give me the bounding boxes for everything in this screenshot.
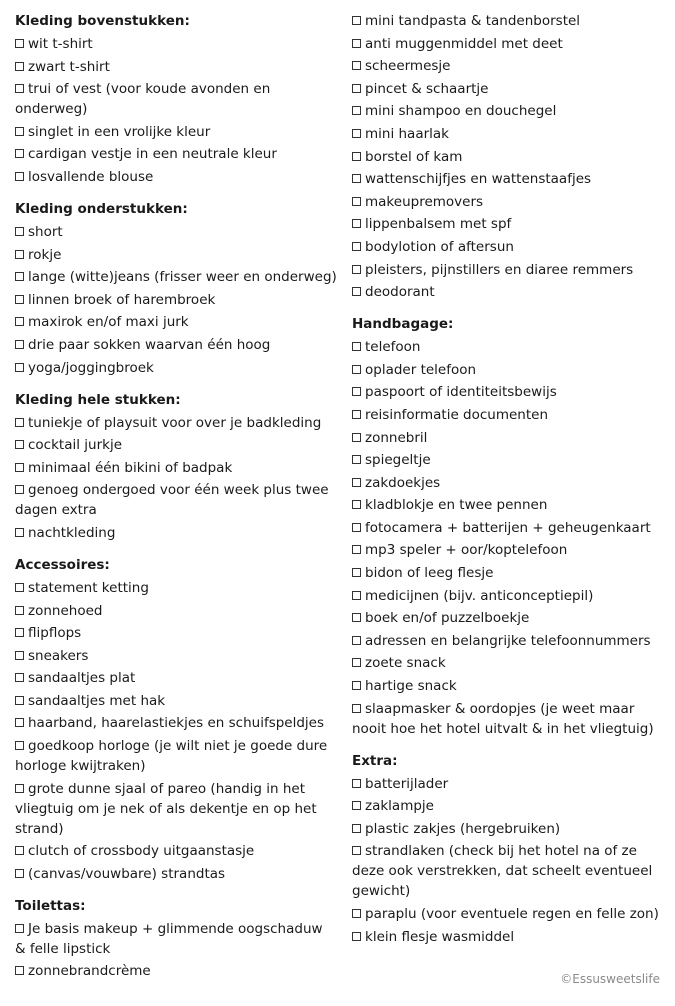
checkbox-icon[interactable] bbox=[352, 613, 361, 622]
checklist-item-label: mini shampoo en douchegel bbox=[365, 103, 557, 120]
checklist-item-label: haarband, haarelastiekjes en schuifspeldjes bbox=[28, 715, 325, 732]
checklist-item bbox=[352, 337, 662, 357]
checkbox-icon[interactable] bbox=[352, 909, 361, 918]
checklist-item bbox=[15, 312, 337, 332]
checkbox-icon[interactable] bbox=[15, 418, 24, 427]
checklist-item bbox=[352, 540, 662, 560]
checkbox-icon[interactable] bbox=[352, 681, 361, 690]
checklist-item bbox=[352, 237, 662, 257]
checkbox-icon[interactable] bbox=[352, 410, 361, 419]
checkbox-icon[interactable] bbox=[15, 463, 24, 472]
checklist-item-label: anti muggenmiddel met deet bbox=[365, 35, 563, 52]
checkbox-icon[interactable] bbox=[352, 455, 361, 464]
checklist-item-label: deodorant bbox=[365, 284, 435, 301]
section-title: Toilettas: bbox=[15, 897, 86, 914]
checklist-item bbox=[15, 222, 337, 242]
checklist-item-label: tuniekje of playsuit voor over je badkleding bbox=[28, 414, 322, 431]
checklist-item bbox=[15, 779, 337, 839]
checkbox-icon[interactable] bbox=[352, 591, 361, 600]
checkbox-icon[interactable] bbox=[352, 545, 361, 554]
checklist-item-label: bidon of leeg flesje bbox=[365, 565, 494, 582]
checklist-item-label: hartige snack bbox=[365, 678, 457, 695]
checklist-item-label: bodylotion of aftersun bbox=[365, 238, 514, 255]
section-extra bbox=[352, 751, 662, 947]
checklist-item bbox=[352, 586, 662, 606]
checkbox-icon[interactable] bbox=[15, 84, 24, 93]
copyright-credit: ©Essusweetslife bbox=[560, 972, 660, 986]
checklist-item-label: strandlaken (check bij het hotel na of ze deze ook verstrekken, dat scheelt eventueel gewicht) bbox=[352, 843, 653, 900]
checklist-item-label: cardigan vestje in een neutrale kleur bbox=[28, 146, 277, 163]
checklist-item-label: minimaal één bikini of badpak bbox=[28, 459, 233, 476]
checklist-item bbox=[352, 214, 662, 234]
checklist-item-label: scheermesje bbox=[365, 58, 451, 75]
checklist-item bbox=[352, 653, 662, 673]
checklist-item-label: short bbox=[28, 223, 63, 240]
checklist-item-label: boek en/of puzzelboekje bbox=[365, 610, 530, 627]
checklist-item bbox=[352, 774, 662, 794]
section-handbagage bbox=[352, 314, 662, 739]
checklist-item bbox=[15, 736, 337, 776]
checklist-item-label: zaklampje bbox=[365, 798, 434, 815]
checklist-item-label: maxirok en/of maxi jurk bbox=[28, 314, 189, 331]
checkbox-icon[interactable] bbox=[15, 227, 24, 236]
checklist-item-label: pincet & schaartje bbox=[365, 80, 489, 97]
checklist-item-label: zakdoekjes bbox=[365, 474, 441, 491]
checklist-item bbox=[352, 79, 662, 99]
checkbox-icon[interactable] bbox=[352, 658, 361, 667]
checklist-item-label: pleisters, pijnstillers en diaree remmers bbox=[365, 261, 634, 278]
checklist-item-label: telefoon bbox=[365, 339, 421, 356]
checklist-item-label: trui of vest (voor koude avonden en onderweg) bbox=[15, 81, 271, 118]
right-column bbox=[352, 11, 662, 959]
checklist-item bbox=[15, 523, 337, 543]
section-kleding-onderstukken bbox=[15, 199, 337, 378]
checkbox-icon[interactable] bbox=[352, 39, 361, 48]
checkbox-icon[interactable] bbox=[15, 485, 24, 494]
checklist-item-label: drie paar sokken waarvan één hoog bbox=[28, 336, 271, 353]
checkbox-icon[interactable] bbox=[352, 523, 361, 532]
checkbox-icon[interactable] bbox=[352, 61, 361, 70]
checklist-item-label: Je basis makeup + glimmende oogschaduw & felle lipstick bbox=[15, 920, 323, 957]
checkbox-icon[interactable] bbox=[352, 568, 361, 577]
checklist-item bbox=[15, 57, 337, 77]
checklist-item-label: reisinformatie documenten bbox=[365, 406, 549, 423]
checklist-item-label: wit t-shirt bbox=[28, 36, 93, 52]
checklist-item-label: losvallende blouse bbox=[28, 168, 154, 185]
checklist-item-label: (canvas/vouwbare) strandtas bbox=[28, 865, 226, 882]
checklist-item-label: kladblokje en twee pennen bbox=[365, 497, 548, 514]
section-title: Kleding bovenstukken: bbox=[15, 13, 190, 29]
checkbox-icon[interactable] bbox=[15, 172, 24, 181]
section-title: Handbagage: bbox=[352, 316, 454, 333]
checkbox-icon[interactable] bbox=[15, 869, 24, 878]
checklist-item bbox=[352, 147, 662, 167]
checkbox-icon[interactable] bbox=[15, 673, 24, 682]
checklist-item bbox=[352, 192, 662, 212]
checklist-item-label: clutch of crossbody uitgaanstasje bbox=[28, 843, 255, 860]
checkbox-icon[interactable] bbox=[352, 704, 361, 713]
checkbox-icon[interactable] bbox=[352, 846, 361, 855]
checklist-item bbox=[15, 668, 337, 688]
checkbox-icon[interactable] bbox=[15, 696, 24, 705]
checklist-item bbox=[15, 961, 337, 981]
checklist-item bbox=[15, 267, 337, 287]
checkbox-icon[interactable] bbox=[15, 784, 24, 793]
checklist-item-label: paraplu (voor eventuele regen en felle zon) bbox=[365, 906, 659, 922]
checklist-item bbox=[15, 691, 337, 711]
checkbox-icon[interactable] bbox=[352, 636, 361, 645]
checkbox-icon[interactable] bbox=[352, 365, 361, 374]
checklist-item bbox=[352, 11, 662, 31]
checkbox-icon[interactable] bbox=[352, 129, 361, 138]
checklist-item bbox=[15, 458, 337, 478]
checkbox-icon[interactable] bbox=[352, 932, 361, 941]
checklist-item-label: nachtkleding bbox=[28, 524, 116, 541]
checklist-item-label: sandaaltjes plat bbox=[28, 670, 136, 687]
section-kleding-hele-stukken bbox=[15, 390, 337, 543]
checkbox-icon[interactable] bbox=[352, 433, 361, 442]
checklist-item-label: statement ketting bbox=[28, 579, 149, 596]
section-title: Kleding onderstukken: bbox=[15, 200, 188, 217]
checkbox-icon[interactable] bbox=[15, 924, 24, 933]
checklist-item-label: yoga/joggingbroek bbox=[28, 359, 154, 376]
checkbox-icon[interactable] bbox=[352, 824, 361, 833]
left-column bbox=[15, 11, 337, 993]
checklist-item bbox=[352, 518, 662, 538]
checklist-item-label: slaapmasker & oordopjes (je weet maar nooit hoe het hotel uitvalt & in het vliegtuig) bbox=[352, 700, 654, 737]
checkbox-icon[interactable] bbox=[15, 628, 24, 637]
checklist-item-label: paspoort of identiteitsbewijs bbox=[365, 384, 557, 401]
checklist-item bbox=[15, 480, 337, 520]
checklist-item bbox=[352, 927, 662, 947]
checklist-item-label: spiegeltje bbox=[365, 452, 431, 469]
checkbox-icon[interactable] bbox=[352, 287, 361, 296]
checkbox-icon[interactable] bbox=[15, 846, 24, 855]
checklist-item bbox=[352, 608, 662, 628]
checklist-item bbox=[352, 450, 662, 470]
checklist-item bbox=[352, 676, 662, 696]
checklist-item bbox=[352, 282, 662, 302]
checklist-item bbox=[352, 904, 662, 924]
checklist-item-label: fotocamera + batterijen + geheugenkaart bbox=[365, 519, 651, 536]
checkbox-icon[interactable] bbox=[352, 801, 361, 810]
checklist-item bbox=[15, 144, 337, 164]
section-title: Extra: bbox=[352, 752, 398, 769]
checklist-item bbox=[15, 919, 337, 959]
checkbox-icon[interactable] bbox=[15, 651, 24, 660]
checklist-item-label: zonnehoed bbox=[28, 602, 103, 619]
checklist-item-label: lange (witte)jeans (frisser weer en onderweg) bbox=[28, 269, 337, 286]
checklist-item-label: klein flesje wasmiddel bbox=[365, 928, 515, 945]
checklist-item bbox=[352, 382, 662, 402]
checklist-item-label: sandaaltjes met hak bbox=[28, 692, 166, 709]
checklist-item-label: wattenschijfjes en wattenstaafjes bbox=[365, 171, 592, 188]
section-title: Kleding hele stukken: bbox=[15, 391, 181, 408]
checklist-item-label: mp3 speler + oor/koptelefoon bbox=[365, 542, 568, 559]
checklist-item bbox=[15, 578, 337, 598]
checklist-item bbox=[15, 601, 337, 621]
checkbox-icon[interactable] bbox=[15, 741, 24, 750]
checklist-item bbox=[352, 796, 662, 816]
checkbox-icon[interactable] bbox=[15, 295, 24, 304]
checklist-item bbox=[352, 563, 662, 583]
checkbox-icon[interactable] bbox=[15, 62, 24, 71]
checkbox-icon[interactable] bbox=[352, 84, 361, 93]
checklist-item bbox=[352, 169, 662, 189]
checkbox-icon[interactable] bbox=[352, 197, 361, 206]
checklist-item bbox=[352, 841, 662, 901]
checkbox-icon[interactable] bbox=[15, 250, 24, 259]
checkbox-icon[interactable] bbox=[15, 718, 24, 727]
checklist-item bbox=[352, 101, 662, 121]
checkbox-icon[interactable] bbox=[352, 106, 361, 115]
checklist-item bbox=[15, 34, 337, 54]
checkbox-icon[interactable] bbox=[15, 317, 24, 326]
checklist-item bbox=[15, 122, 337, 142]
checklist-item-label: genoeg ondergoed voor één week plus twee dagen extra bbox=[15, 482, 329, 519]
checklist-item bbox=[15, 167, 337, 187]
checklist-item-label: zonnebril bbox=[365, 429, 428, 446]
checklist-item bbox=[15, 841, 337, 861]
checkbox-icon[interactable] bbox=[15, 340, 24, 349]
checklist-item bbox=[15, 623, 337, 643]
checklist-item-label: adressen en belangrijke telefoonnummers bbox=[365, 632, 651, 649]
checklist-item bbox=[15, 245, 337, 265]
checklist-item bbox=[352, 495, 662, 515]
checklist-item-label: mini tandpasta & tandenborstel bbox=[365, 13, 581, 29]
checkbox-icon[interactable] bbox=[352, 16, 361, 25]
checklist-item-label: rokje bbox=[28, 246, 62, 263]
checklist-item-label: grote dunne sjaal of pareo (handig in het vliegtuig om je nek of als dekentje en op het strand) bbox=[15, 780, 317, 837]
checkbox-icon[interactable] bbox=[15, 966, 24, 975]
checkbox-icon[interactable] bbox=[352, 242, 361, 251]
checklist-item-label: borstel of kam bbox=[365, 148, 463, 165]
checkbox-icon[interactable] bbox=[352, 342, 361, 351]
checkbox-icon[interactable] bbox=[15, 440, 24, 449]
checkbox-icon[interactable] bbox=[352, 265, 361, 274]
section-continued bbox=[352, 11, 662, 302]
checkbox-icon[interactable] bbox=[352, 478, 361, 487]
checklist-item bbox=[352, 34, 662, 54]
checklist-item-label: sneakers bbox=[28, 647, 89, 664]
checklist-item bbox=[352, 124, 662, 144]
checkbox-icon[interactable] bbox=[352, 152, 361, 161]
checkbox-icon[interactable] bbox=[15, 149, 24, 158]
checkbox-icon[interactable] bbox=[15, 606, 24, 615]
checklist-item-label: flipflops bbox=[28, 625, 82, 642]
checklist-item bbox=[352, 260, 662, 280]
checklist-item-label: cocktail jurkje bbox=[28, 437, 123, 454]
section-toilettas bbox=[15, 896, 337, 982]
checklist-item bbox=[15, 713, 337, 733]
checkbox-icon[interactable] bbox=[352, 779, 361, 788]
checkbox-icon[interactable] bbox=[352, 387, 361, 396]
checklist-item bbox=[352, 428, 662, 448]
checklist-item bbox=[15, 79, 337, 119]
checkbox-icon[interactable] bbox=[352, 174, 361, 183]
checkbox-icon[interactable] bbox=[15, 39, 24, 48]
checkbox-icon[interactable] bbox=[352, 219, 361, 228]
checklist-item bbox=[352, 56, 662, 76]
checklist-item bbox=[352, 631, 662, 651]
checklist-item bbox=[15, 435, 337, 455]
checklist-item-label: batterijlader bbox=[365, 775, 449, 792]
checklist-item bbox=[15, 413, 337, 433]
checkbox-icon[interactable] bbox=[15, 127, 24, 136]
checkbox-icon[interactable] bbox=[15, 272, 24, 281]
checklist-item bbox=[352, 699, 662, 739]
checklist-item-label: lippenbalsem met spf bbox=[365, 216, 512, 233]
checkbox-icon[interactable] bbox=[15, 583, 24, 592]
checklist-item bbox=[15, 290, 337, 310]
section-title: Accessoires: bbox=[15, 556, 110, 573]
checkbox-icon[interactable] bbox=[15, 363, 24, 372]
checklist-item-label: plastic zakjes (hergebruiken) bbox=[365, 820, 561, 837]
checklist-item-label: singlet in een vrolijke kleur bbox=[28, 123, 211, 140]
checklist-item bbox=[352, 360, 662, 380]
checklist-item bbox=[15, 335, 337, 355]
checklist-item-label: medicijnen (bijv. anticonceptiepil) bbox=[365, 587, 594, 604]
checklist-item-label: oplader telefoon bbox=[365, 361, 477, 378]
checklist-item-label: linnen broek of harembroek bbox=[28, 291, 216, 308]
checklist-item bbox=[15, 864, 337, 884]
checklist-item-label: zwart t-shirt bbox=[28, 58, 110, 75]
checklist-item-label: makeupremovers bbox=[365, 193, 484, 210]
checklist-item-label: mini haarlak bbox=[365, 125, 449, 142]
checklist-item bbox=[352, 405, 662, 425]
checklist-item bbox=[15, 358, 337, 378]
checklist-item bbox=[15, 646, 337, 666]
checklist-item bbox=[352, 819, 662, 839]
checklist-item-label: zoete snack bbox=[365, 655, 446, 672]
section-accessoires bbox=[15, 555, 337, 884]
checklist-item bbox=[352, 473, 662, 493]
section-kleding-bovenstukken bbox=[15, 11, 337, 187]
checkbox-icon[interactable] bbox=[15, 528, 24, 537]
checklist-item-label: goedkoop horloge (je wilt niet je goede dure horloge kwijtraken) bbox=[15, 738, 328, 775]
checkbox-icon[interactable] bbox=[352, 500, 361, 509]
checklist-item-label: zonnebrandcrème bbox=[28, 963, 151, 980]
